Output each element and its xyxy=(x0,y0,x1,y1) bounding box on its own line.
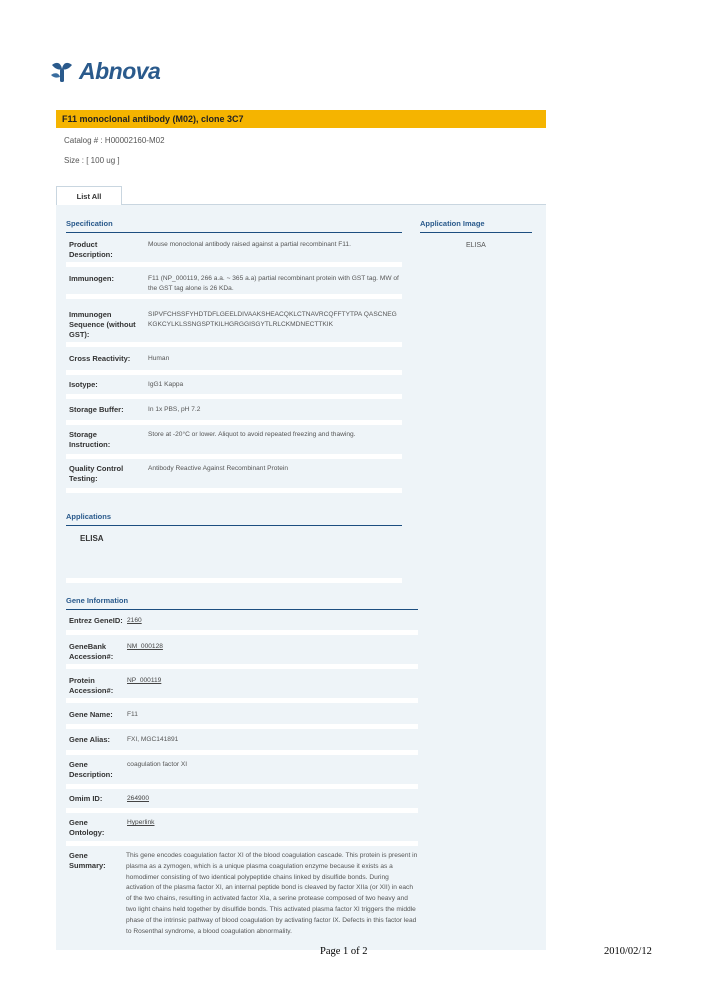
row-divider xyxy=(66,664,418,669)
gene-value: F11 xyxy=(127,711,138,718)
spec-value: Mouse monoclonal antibody raised against a partial recombinant F11. xyxy=(148,241,351,248)
row-divider xyxy=(66,841,418,846)
row-divider xyxy=(66,630,418,635)
row-divider xyxy=(66,578,402,583)
gene-label: Gene Ontology: xyxy=(69,818,105,837)
protein-accession-link[interactable]: NP_000119 xyxy=(127,677,162,684)
gene-label: Protein Accession#: xyxy=(69,676,114,695)
genebank-accession-link[interactable]: NM_000128 xyxy=(127,643,163,650)
spec-value: IgG1 Kappa xyxy=(148,381,184,388)
row-divider xyxy=(66,488,402,493)
product-title: F11 monoclonal antibody (M02), clone 3C7 xyxy=(62,114,244,124)
omim-id-link[interactable]: 264900 xyxy=(127,795,150,802)
row-divider xyxy=(66,808,418,813)
spec-label: Cross Reactivity: xyxy=(69,354,131,363)
row-divider xyxy=(66,342,402,347)
gene-label: Gene Summary: xyxy=(69,851,106,870)
applications-heading: Applications xyxy=(66,512,402,526)
row-divider xyxy=(66,420,402,425)
print-date: 2010/02/12 xyxy=(604,946,652,957)
gene-ontology-link[interactable]: Hyperlink xyxy=(127,819,155,826)
abnova-logo xyxy=(48,56,160,86)
gene-label: Entrez GeneID: xyxy=(69,616,123,625)
spec-value: Antibody Reactive Against Recombinant Protein xyxy=(148,465,289,472)
spec-label: Storage Instruction: xyxy=(69,430,111,449)
tab-list-all[interactable]: List All xyxy=(56,186,122,205)
spec-label: Product Description: xyxy=(69,240,113,259)
catalog-number: Catalog # : H00002160-M02 xyxy=(64,136,165,145)
gene-label: Gene Description: xyxy=(69,760,113,779)
spec-value: In 1x PBS, pH 7.2 xyxy=(148,406,201,413)
application-item-elisa: ELISA xyxy=(80,534,104,543)
gene-label: Omim ID: xyxy=(69,794,103,803)
row-divider xyxy=(66,698,418,703)
row-divider xyxy=(66,370,402,375)
gene-value: coagulation factor XI xyxy=(127,761,188,768)
entrez-gene-id-link[interactable]: 2160 xyxy=(127,617,142,624)
application-image-heading: Application Image xyxy=(420,219,532,233)
spec-value: Store at -20°C or lower. Aliquot to avoid repeated freezing and thawing. xyxy=(148,431,356,438)
row-divider xyxy=(66,724,418,729)
row-divider xyxy=(66,750,418,755)
gene-value: FXI, MGC141891 xyxy=(127,736,179,743)
spec-value: SIPVFCHSSFYHDTDFLGEELDIVAAKSHEACQKLCTNAVRCQFFTYTPA QASCNEGKGKCYLKLSSNGSPTKILHGRGGISGYTLRLCKMDNECTTKIK xyxy=(148,311,397,328)
abnova-logo-icon xyxy=(48,57,76,85)
spec-label: Storage Buffer: xyxy=(69,405,124,414)
row-divider xyxy=(66,454,402,459)
row-divider xyxy=(66,394,402,399)
gene-label: Gene Alias: xyxy=(69,735,110,744)
gene-label: Gene Name: xyxy=(69,710,113,719)
application-image-caption: ELISA xyxy=(466,242,486,249)
gene-information-heading: Gene Information xyxy=(66,596,418,610)
product-title-bar xyxy=(56,110,546,128)
spec-value: Human xyxy=(148,355,170,362)
gene-label: GeneBank Accession#: xyxy=(69,642,114,661)
row-divider xyxy=(66,784,418,789)
specification-heading: Specification xyxy=(66,219,402,233)
gene-summary-text: This gene encodes coagulation factor XI of the blood coagulation cascade. This protein is present in plasma as a zymogen, which is a unique plasma coagulation enzyme because it exists as a homodimer consisting of two identical polypeptide chains linked by disulfide bonds. During activation of the plasma factor XI, an internal peptide bond is cleaved by factor XIIa (or XII) in each of the two chains, resulting in activated factor XIa, a serine protease composed of two heavy and two light chains held together by disulfide bonds. This activated plasma factor XI triggers the middle phase of the intrinsic pathway of blood coagulation by activating factor IX. Defects in this factor lead to Rosenthal syndrome, a blood coagulation abnormality. xyxy=(126,852,418,935)
spec-label: Immunogen Sequence (without GST): xyxy=(69,310,136,339)
row-divider xyxy=(66,262,402,267)
product-size: Size : [ 100 ug ] xyxy=(64,156,120,165)
spec-label: Isotype: xyxy=(69,380,98,389)
abnova-logo-text: Abnova xyxy=(79,57,161,84)
page-number: Page 1 of 2 xyxy=(320,946,368,957)
row-divider xyxy=(66,294,402,299)
spec-value: F11 (NP_000119, 266 a.a. ~ 365 a.a) partial recombinant protein with GST tag. MW of the GST tag alone is 26 KDa. xyxy=(148,275,399,292)
spec-label: Quality Control Testing: xyxy=(69,464,124,483)
spec-label: Immunogen: xyxy=(69,274,114,283)
